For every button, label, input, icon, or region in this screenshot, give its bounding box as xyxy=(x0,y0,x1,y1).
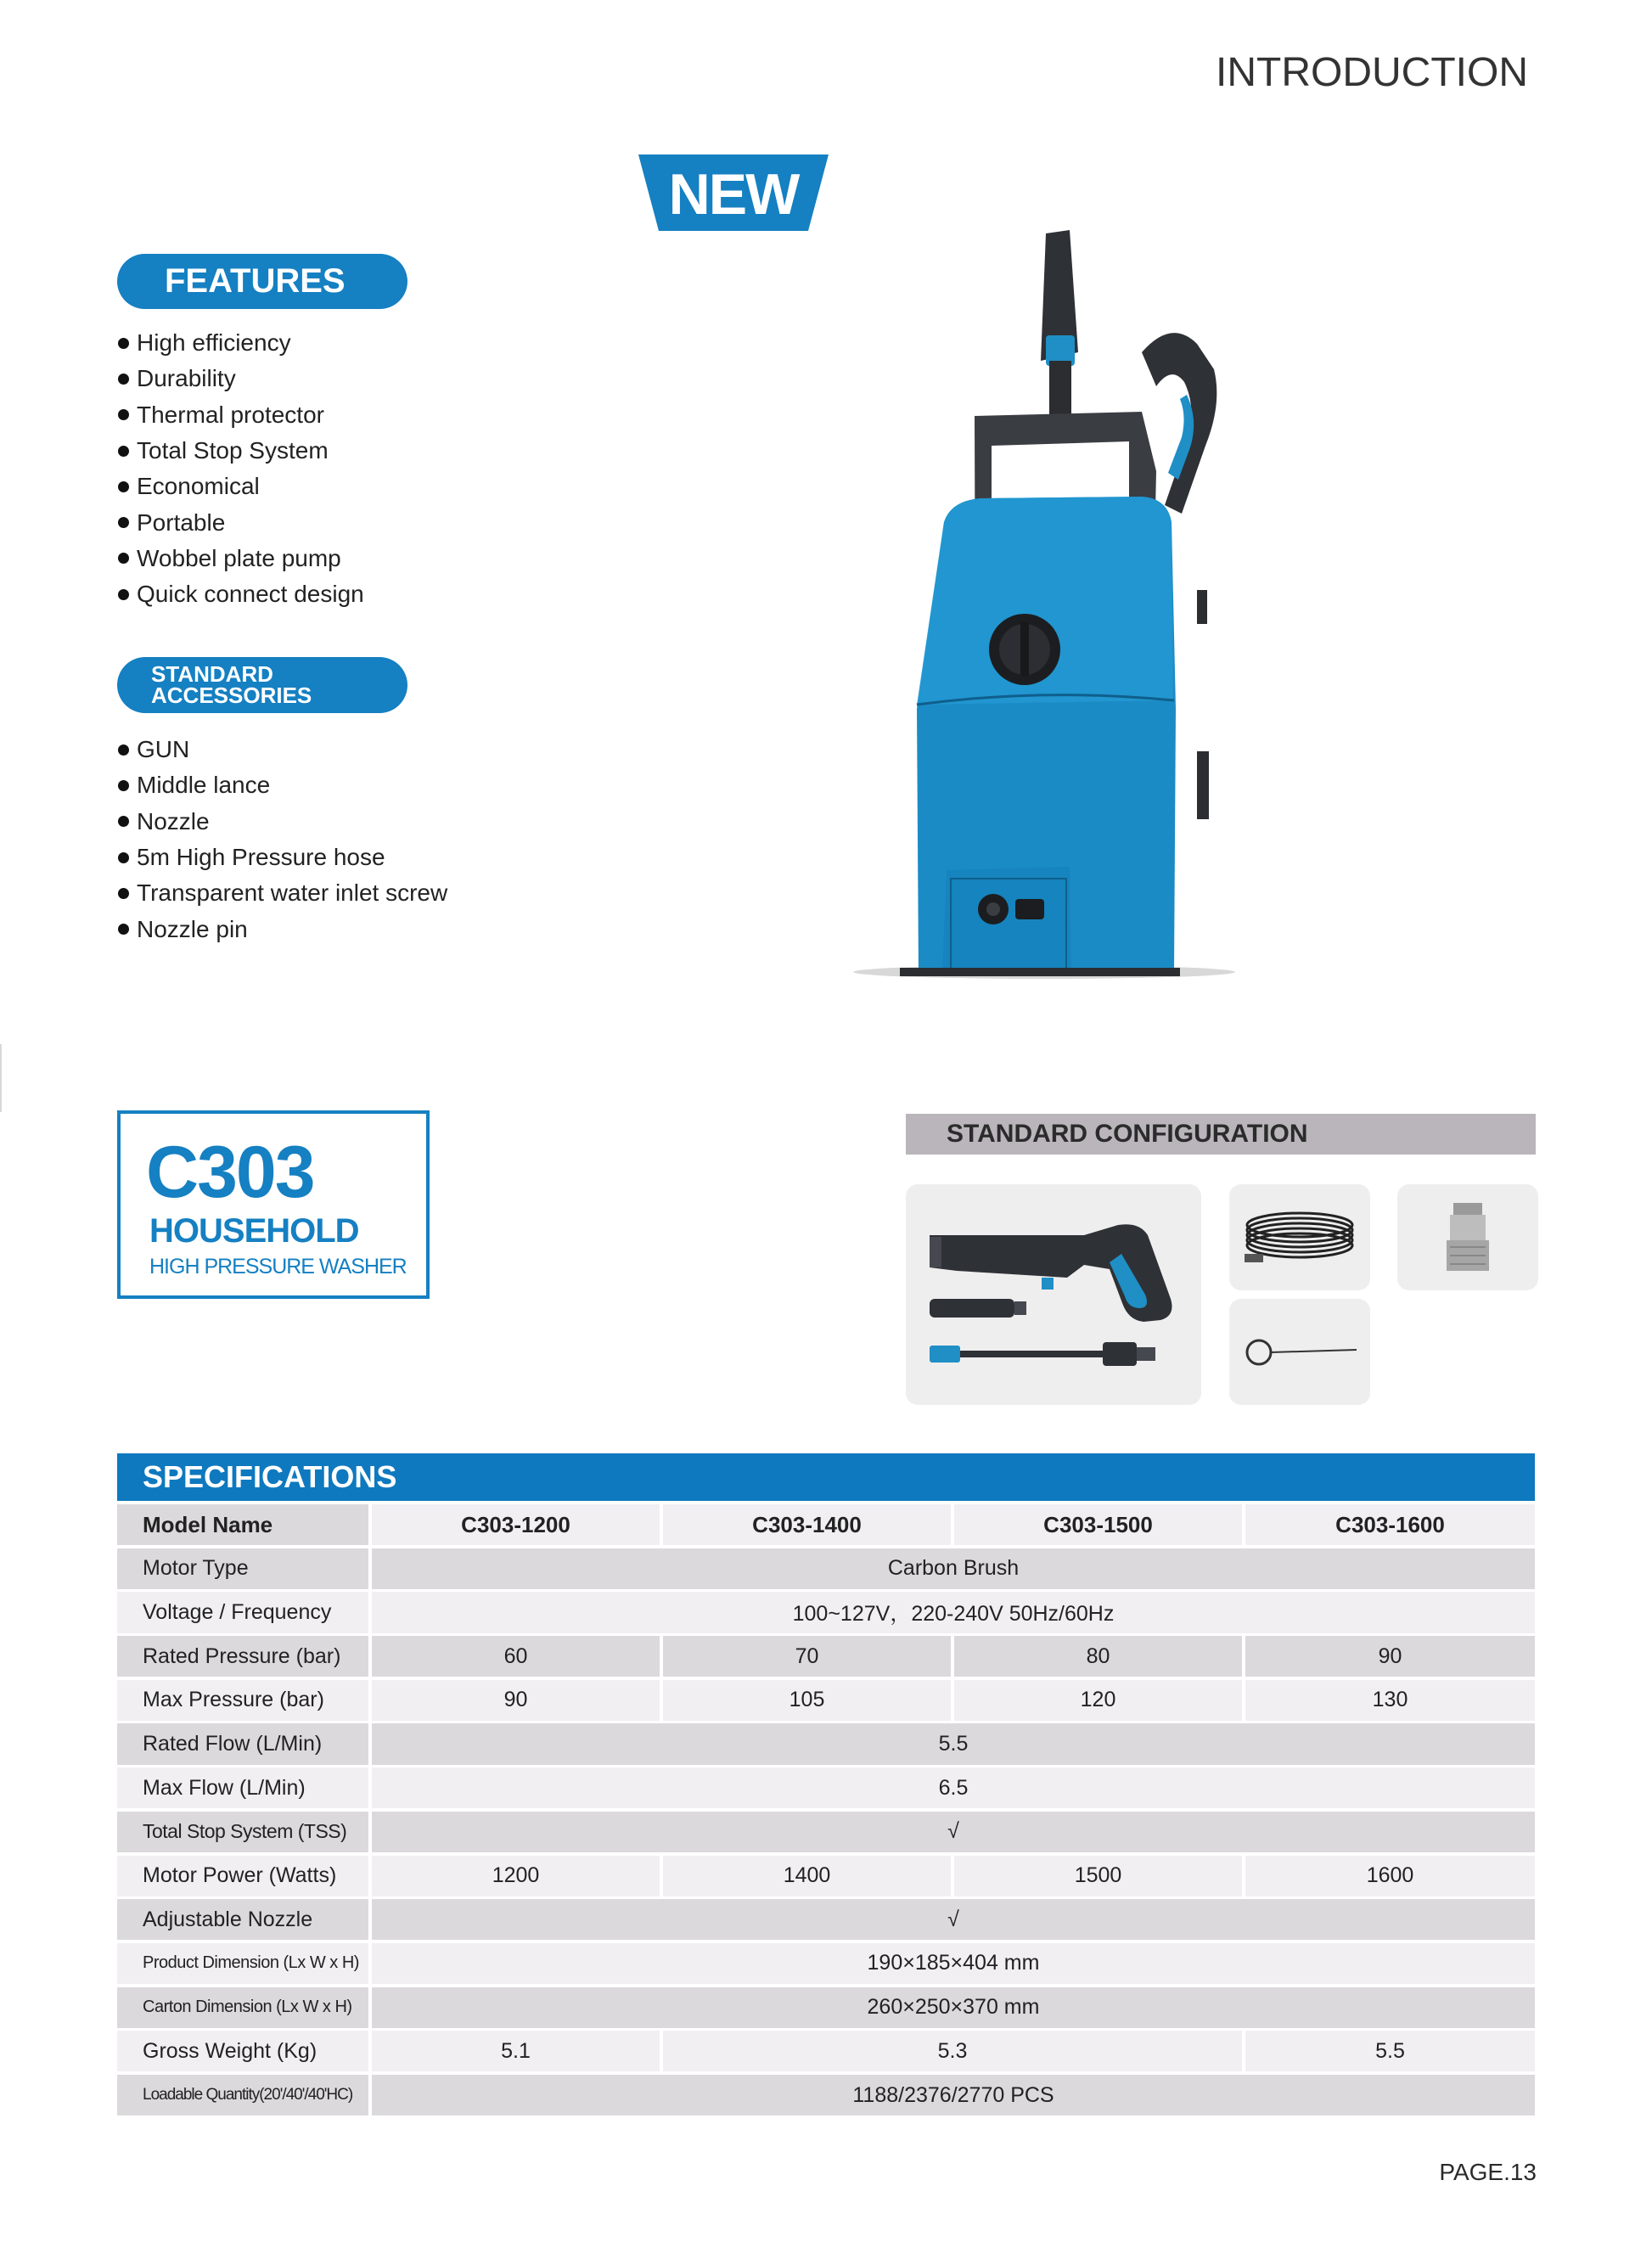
table-row xyxy=(117,2075,1535,2116)
table-cell: 120 xyxy=(954,1680,1242,1721)
list-item: Wobbel plate pump xyxy=(118,541,364,576)
row-label: Adjustable Nozzle xyxy=(117,1899,368,1940)
bullet-icon xyxy=(118,446,129,457)
list-item: Economical xyxy=(118,469,364,504)
table-row xyxy=(117,1592,1535,1632)
bullet-icon xyxy=(118,553,129,564)
row-label: Carton Dimension (Lx W x H) xyxy=(117,1987,368,2028)
model-column-header: C303-1500 xyxy=(954,1504,1242,1545)
table-row xyxy=(117,2031,1535,2071)
table-cell: 5.1 xyxy=(372,2031,660,2071)
model-category: HOUSEHOLD xyxy=(149,1212,359,1250)
table-cell: 70 xyxy=(663,1636,951,1677)
table-row xyxy=(117,1899,1535,1940)
inlet-connector-image xyxy=(1397,1184,1538,1290)
table-cell: 130 xyxy=(1245,1680,1535,1721)
row-label: Rated Pressure (bar) xyxy=(117,1636,368,1677)
list-item: Middle lance xyxy=(118,767,447,803)
nozzle-pin-image xyxy=(1229,1299,1370,1405)
table-cell: √ xyxy=(372,1899,1535,1940)
table-cell: 5.3 xyxy=(663,2031,1242,2071)
row-label: Voltage / Frequency xyxy=(117,1592,368,1632)
gun-lance-image xyxy=(906,1184,1201,1405)
list-item: Durability xyxy=(118,361,364,396)
bullet-icon xyxy=(118,517,129,528)
row-label: Max Pressure (bar) xyxy=(117,1680,368,1721)
table-cell: 260×250×370 mm xyxy=(372,1987,1535,2028)
configuration-heading-label: STANDARD CONFIGURATION xyxy=(947,1120,1308,1148)
accessories-heading xyxy=(117,657,407,713)
table-row xyxy=(117,1636,1535,1677)
table-row xyxy=(117,1548,1535,1589)
table-row xyxy=(117,1987,1535,2028)
model-subtitle: HIGH PRESSURE WASHER xyxy=(149,1255,407,1278)
bullet-icon xyxy=(118,852,129,863)
bullet-icon xyxy=(118,338,129,349)
table-row xyxy=(117,1504,1535,1545)
table-cell: 90 xyxy=(1245,1636,1535,1677)
bullet-icon xyxy=(118,816,129,827)
table-cell: √ xyxy=(372,1812,1535,1852)
table-row xyxy=(117,1943,1535,1984)
row-label: Model Name xyxy=(117,1504,368,1545)
bullet-icon xyxy=(118,780,129,791)
model-column-header: C303-1600 xyxy=(1245,1504,1535,1545)
table-cell: 5.5 xyxy=(372,1723,1535,1764)
model-column-header: C303-1400 xyxy=(663,1504,951,1545)
row-label: Rated Flow (L/Min) xyxy=(117,1723,368,1764)
row-label: Max Flow (L/Min) xyxy=(117,1767,368,1808)
row-label: Total Stop System (TSS) xyxy=(117,1812,368,1852)
table-cell: 190×185×404 mm xyxy=(372,1943,1535,1984)
bullet-icon xyxy=(118,409,129,420)
page-edge-mark xyxy=(0,1044,2,1112)
table-row xyxy=(117,1680,1535,1721)
accessories-heading-label: STANDARD ACCESSORIES xyxy=(151,661,312,708)
specifications-table xyxy=(117,1504,1535,2119)
bullet-icon xyxy=(118,924,129,935)
table-cell: 1600 xyxy=(1245,1856,1535,1896)
model-column-header: C303-1200 xyxy=(372,1504,660,1545)
list-item: Quick connect design xyxy=(118,576,364,612)
table-row xyxy=(117,1812,1535,1852)
row-label: Product Dimension (Lx W x H) xyxy=(117,1943,368,1984)
bullet-icon xyxy=(118,589,129,600)
table-cell: 5.5 xyxy=(1245,2031,1535,2071)
features-heading xyxy=(117,254,407,309)
table-cell: 1500 xyxy=(954,1856,1242,1896)
table-cell: 100~127V，220-240V 50Hz/60Hz xyxy=(372,1592,1535,1632)
features-list xyxy=(118,325,364,612)
specifications-heading-label: SPECIFICATIONS xyxy=(143,1459,397,1494)
new-badge xyxy=(638,153,829,233)
row-label: Motor Power (Watts) xyxy=(117,1856,368,1896)
list-item: 5m High Pressure hose xyxy=(118,840,447,875)
model-code: C303 xyxy=(146,1132,314,1213)
section-title: INTRODUCTION xyxy=(1216,50,1528,95)
table-cell: 6.5 xyxy=(372,1767,1535,1808)
list-item: Transparent water inlet screw xyxy=(118,875,447,911)
table-row xyxy=(117,1767,1535,1808)
table-cell: 80 xyxy=(954,1636,1242,1677)
page-number: PAGE.13 xyxy=(1439,2159,1537,2185)
table-row xyxy=(117,1856,1535,1896)
list-item: Total Stop System xyxy=(118,433,364,469)
table-cell: 105 xyxy=(663,1680,951,1721)
hose-image xyxy=(1229,1184,1370,1290)
table-cell: Carbon Brush xyxy=(372,1548,1535,1589)
list-item: Nozzle xyxy=(118,804,447,840)
bullet-icon xyxy=(118,481,129,492)
table-row xyxy=(117,1723,1535,1764)
list-item: GUN xyxy=(118,732,447,767)
list-item: Portable xyxy=(118,504,364,540)
table-cell: 1400 xyxy=(663,1856,951,1896)
table-cell: 1188/2376/2770 PCS xyxy=(372,2075,1535,2116)
specifications-heading xyxy=(117,1453,1535,1501)
table-cell: 60 xyxy=(372,1636,660,1677)
row-label: Gross Weight (Kg) xyxy=(117,2031,368,2071)
model-box xyxy=(117,1110,430,1299)
table-cell: 1200 xyxy=(372,1856,660,1896)
accessories-list xyxy=(118,732,447,947)
product-image xyxy=(849,225,1248,989)
list-item: Nozzle pin xyxy=(118,911,447,947)
features-heading-label: FEATURES xyxy=(165,262,346,300)
bullet-icon xyxy=(118,374,129,385)
table-cell: 90 xyxy=(372,1680,660,1721)
row-label: Loadable Quantity(20'/40'/40'HC) xyxy=(117,2075,368,2116)
bullet-icon xyxy=(118,888,129,899)
new-badge-label: NEW xyxy=(668,162,799,227)
list-item: Thermal protector xyxy=(118,397,364,433)
configuration-heading xyxy=(906,1114,1536,1155)
row-label: Motor Type xyxy=(117,1548,368,1589)
bullet-icon xyxy=(118,745,129,756)
list-item: High efficiency xyxy=(118,325,364,361)
